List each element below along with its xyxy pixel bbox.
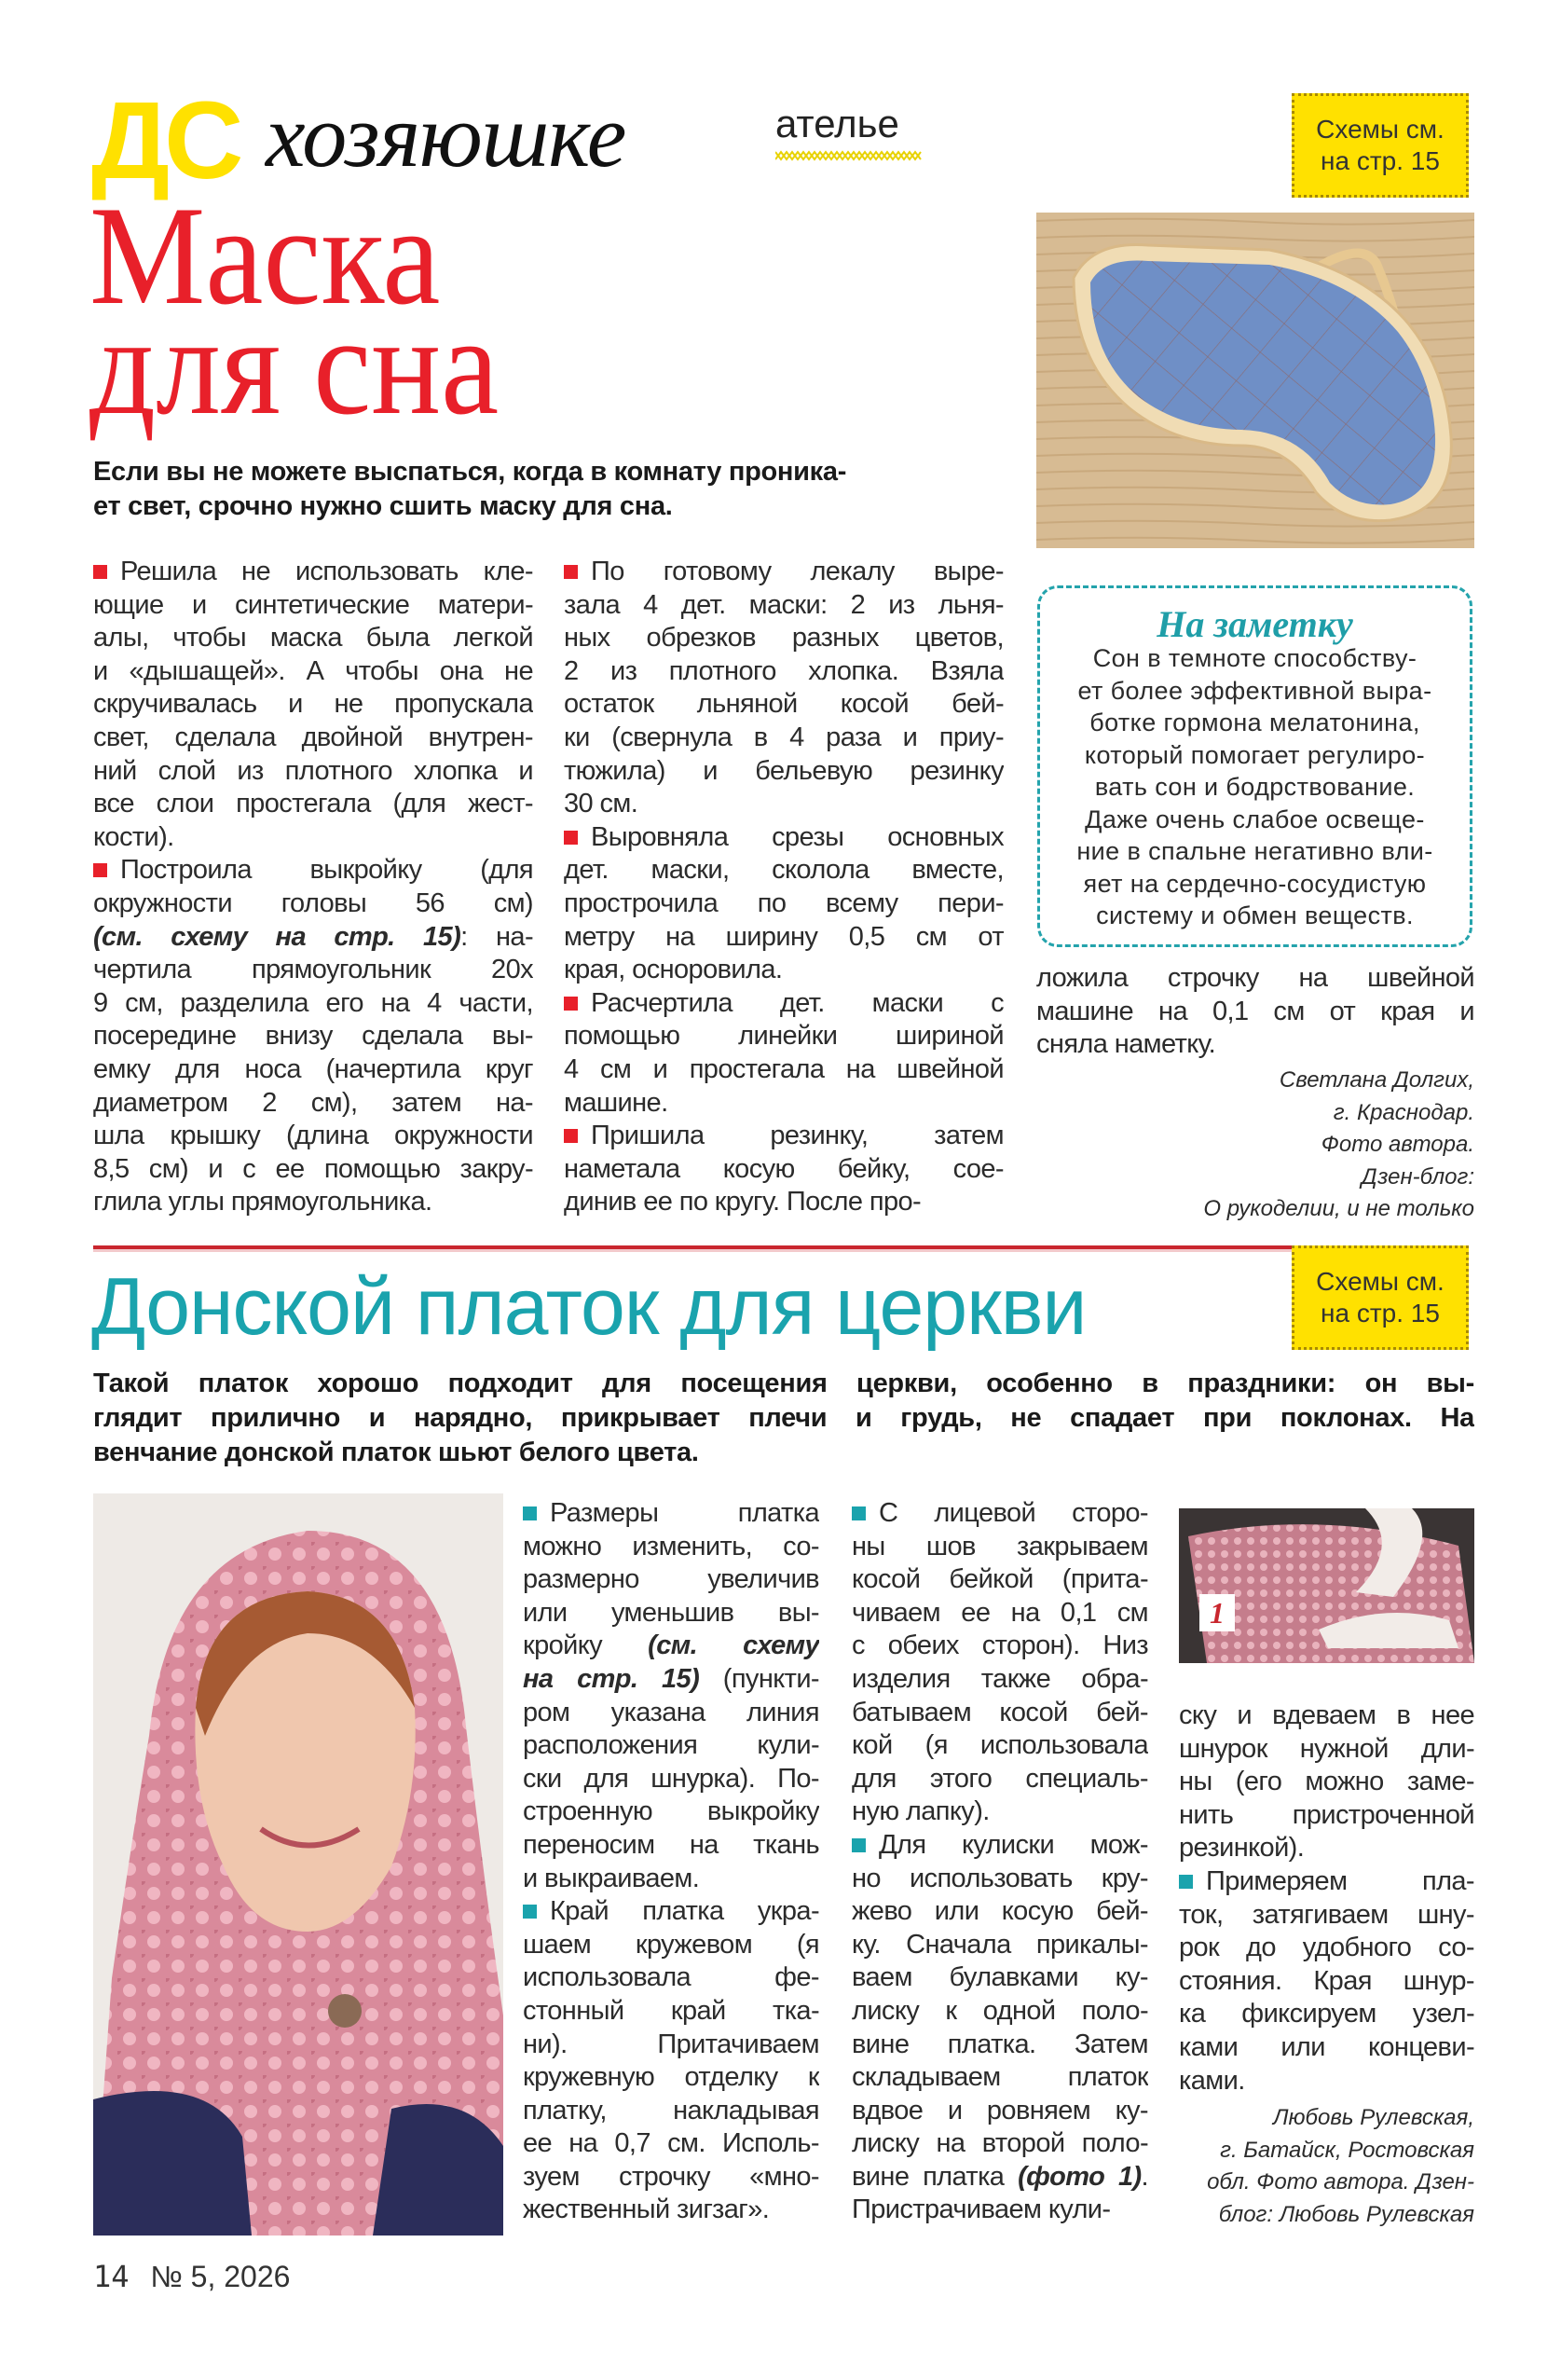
text: жественный зигзаг». bbox=[523, 2194, 770, 2225]
text-line bbox=[523, 1929, 819, 1962]
section-label: ателье bbox=[775, 102, 899, 145]
lead-line: ет свет, срочно нужно сшить маску для сна. bbox=[93, 491, 673, 521]
text-line bbox=[93, 1020, 533, 1053]
text: Выровняла срезы основных bbox=[591, 821, 1004, 852]
text-line bbox=[93, 854, 533, 887]
text-line bbox=[93, 688, 533, 722]
sewing-photo-1 bbox=[1179, 1508, 1474, 1663]
text: машине. bbox=[564, 1087, 668, 1118]
text: сняла наметку. bbox=[1036, 1029, 1216, 1060]
text-line bbox=[523, 1863, 819, 1896]
text-line bbox=[1179, 1832, 1474, 1865]
text-line bbox=[1179, 1699, 1474, 1733]
text: Размеры платка bbox=[550, 1498, 819, 1528]
text: ни). Притачиваем bbox=[523, 2029, 819, 2059]
photo-number-label: 1 bbox=[1199, 1594, 1235, 1631]
text-line bbox=[852, 2161, 1148, 2194]
text-line bbox=[564, 1186, 1004, 1219]
text-line bbox=[1179, 1932, 1474, 1965]
text-line bbox=[93, 1087, 533, 1121]
schema-reference: (см. схему bbox=[648, 1630, 819, 1661]
paragraph bbox=[852, 1829, 1148, 2227]
text: переносим на ткань bbox=[523, 1829, 819, 1860]
bullet-square-icon bbox=[93, 565, 107, 579]
text-line bbox=[564, 622, 1004, 655]
text: Пристрачиваем кули- bbox=[852, 2194, 1111, 2225]
text-line bbox=[852, 2194, 1148, 2227]
text-line bbox=[564, 655, 1004, 689]
article1-lead bbox=[93, 455, 1006, 524]
text-line bbox=[523, 1663, 819, 1697]
text-line bbox=[564, 755, 1004, 789]
paragraph bbox=[523, 1895, 819, 2227]
text: 30 см. bbox=[564, 789, 638, 819]
text-line bbox=[852, 2061, 1148, 2095]
text-line bbox=[564, 1020, 1004, 1053]
text: жево или косую бей- bbox=[852, 1896, 1148, 1927]
text-line bbox=[852, 2127, 1148, 2161]
text-line bbox=[93, 921, 533, 955]
text-segment: (пункти- bbox=[699, 1663, 819, 1694]
text: стояния. Края шнур- bbox=[1179, 1965, 1474, 1996]
text: Для кулиски мож- bbox=[879, 1829, 1148, 1860]
page-number: 14 bbox=[93, 2259, 130, 2294]
bullet-square-icon bbox=[852, 1838, 866, 1852]
text: Край платка укра- bbox=[550, 1896, 819, 1927]
article2-signature bbox=[1146, 2102, 1474, 2231]
section-divider bbox=[93, 1245, 1305, 1249]
text-line bbox=[523, 1697, 819, 1730]
magazine-logo-ds: ДС bbox=[91, 79, 239, 202]
signature-line: О рукоделии, и не только bbox=[1203, 1196, 1474, 1221]
text-line bbox=[93, 1153, 533, 1187]
schema-reference: на стр. 15) bbox=[523, 1663, 700, 1694]
text-line bbox=[852, 1597, 1148, 1630]
bullet-square-icon bbox=[523, 1506, 537, 1520]
text-line bbox=[523, 1829, 819, 1863]
text: шла крышку (длина окружности bbox=[93, 1121, 533, 1151]
text: ки (свернула в 4 раза и приу- bbox=[564, 722, 1004, 752]
text-line bbox=[523, 1763, 819, 1796]
text-line bbox=[93, 556, 533, 589]
text-line bbox=[564, 954, 1004, 987]
text-line bbox=[1179, 1899, 1474, 1933]
note-line: который помогает регулиро- bbox=[1084, 740, 1426, 769]
text-line bbox=[564, 688, 1004, 722]
text: 4 см и простегала на швейной bbox=[564, 1053, 1004, 1084]
bullet-square-icon bbox=[564, 565, 578, 579]
text: тюжила) и бельевую резинку bbox=[564, 755, 1004, 786]
text: ющие и синтетические матери- bbox=[93, 589, 533, 620]
text-line bbox=[523, 1729, 819, 1763]
text-line bbox=[564, 788, 1004, 821]
text-line bbox=[523, 1563, 819, 1597]
paragraph bbox=[564, 1120, 1004, 1219]
text: вдвое и ровняем ку- bbox=[852, 2095, 1148, 2125]
text-line bbox=[564, 987, 1004, 1021]
paragraph bbox=[564, 987, 1004, 1120]
text-line bbox=[564, 821, 1004, 855]
text-line bbox=[564, 1153, 1004, 1187]
text: ками. bbox=[1179, 2065, 1245, 2096]
text-segment: : на- bbox=[460, 921, 533, 952]
text: резинкой). bbox=[1179, 1833, 1305, 1864]
text: 9 см, разделила его на 4 части, bbox=[93, 987, 533, 1018]
text-line bbox=[93, 1053, 533, 1087]
text: можно изменить, со- bbox=[523, 1531, 819, 1561]
text: прострочила по всему пери- bbox=[564, 887, 1004, 918]
text: складываем платок bbox=[852, 2062, 1148, 2093]
title-line2: для сна bbox=[89, 287, 500, 444]
text: чертила прямоугольник 20х bbox=[93, 955, 533, 985]
text-line bbox=[93, 722, 533, 755]
bullet-square-icon bbox=[564, 831, 578, 845]
text-line bbox=[1179, 1733, 1474, 1767]
text-line bbox=[1179, 2065, 1474, 2098]
signature-line: блог: Любовь Рулевская bbox=[1218, 2201, 1474, 2227]
text: расположения кули- bbox=[523, 1730, 819, 1761]
schemes-badge-2 bbox=[1292, 1245, 1469, 1350]
text: ром указана линия bbox=[523, 1697, 819, 1727]
note-line: яет на сердечно-сосудистую bbox=[1083, 869, 1427, 898]
text: наметала косую бейку, сое- bbox=[564, 1153, 1004, 1184]
text: машине на 0,1 см от края и bbox=[1036, 996, 1474, 1026]
article1-column-1 bbox=[93, 556, 533, 1219]
paragraph bbox=[93, 854, 533, 1219]
text-line bbox=[523, 2029, 819, 2062]
woman-in-headscarf-photo bbox=[93, 1493, 503, 2236]
text: ваем булавками ку- bbox=[852, 1962, 1148, 1993]
text: использовала фе- bbox=[523, 1962, 819, 1993]
text: шнурок нужной дли- bbox=[1179, 1733, 1474, 1764]
text: скручивалась и не пропускала bbox=[93, 689, 533, 720]
bullet-square-icon bbox=[93, 863, 107, 877]
paragraph bbox=[564, 556, 1004, 821]
zigzag-ornament bbox=[775, 149, 923, 162]
article1-column-2 bbox=[564, 556, 1004, 1219]
note-line: Даже очень слабое освеще- bbox=[1085, 805, 1425, 833]
text-line bbox=[93, 622, 533, 655]
sleep-mask-photo bbox=[1036, 213, 1474, 548]
text-line bbox=[564, 854, 1004, 887]
lead-line: венчание донской платок шьют белого цвета. bbox=[93, 1438, 699, 1467]
title-line1: Маска bbox=[89, 177, 441, 334]
text: Построила выкройку (для bbox=[120, 855, 533, 886]
text: ных обрезков разных цветов, bbox=[564, 623, 1004, 653]
schema-reference: (фото 1) bbox=[1018, 2161, 1142, 2192]
note-text bbox=[1040, 642, 1470, 932]
text: 8,5 см) и с ее помощью закру- bbox=[93, 1153, 533, 1184]
text: ски для шнурка). По- bbox=[523, 1763, 819, 1794]
text-line bbox=[523, 1961, 819, 1995]
note-title: На заметку bbox=[1157, 603, 1353, 645]
text: 2 из плотного хлопка. Взяла bbox=[564, 655, 1004, 686]
text-line bbox=[852, 2095, 1148, 2128]
lead-line: Если вы не можете выспаться, когда в комнату проника- bbox=[93, 457, 847, 487]
text-line bbox=[1036, 1028, 1474, 1062]
article2-title: Донской платок для церкви bbox=[91, 1262, 1087, 1352]
note-line: вать сон и бодрствование. bbox=[1094, 773, 1416, 801]
text-line bbox=[852, 1995, 1148, 2029]
text: Решила не использовать кле- bbox=[120, 557, 533, 586]
article2-column-1 bbox=[523, 1497, 819, 2227]
lead-line: глядит прилично и нарядно, прикрывает плечи и грудь, не спадает при поклонах. На bbox=[93, 1403, 1474, 1433]
text-line bbox=[93, 1120, 533, 1153]
text: или уменьшив вы- bbox=[523, 1597, 819, 1628]
text: все слои простегала (для жест- bbox=[93, 789, 533, 819]
text-line bbox=[564, 589, 1004, 623]
text: ку. Сначала прикалы- bbox=[852, 1929, 1148, 1960]
text-line bbox=[523, 2161, 819, 2194]
text: кой (я использовала bbox=[852, 1730, 1148, 1761]
article2-column-2 bbox=[852, 1497, 1148, 2227]
text: с обеих сторон). Низ bbox=[852, 1630, 1148, 1661]
text: ложила строчку на швейной bbox=[1036, 963, 1474, 993]
article1-signature bbox=[1036, 1065, 1474, 1226]
text: дет. маски, сколола вместе, bbox=[564, 855, 1004, 886]
text: Примеряем пла- bbox=[1206, 1865, 1474, 1896]
text: Пришила резинку, затем bbox=[591, 1121, 1004, 1151]
text-line bbox=[523, 1497, 819, 1531]
text: но использовать кру- bbox=[852, 1863, 1148, 1893]
text-line bbox=[1036, 962, 1474, 996]
text: ны шов закрываем bbox=[852, 1531, 1148, 1561]
text-line bbox=[93, 755, 533, 789]
text-line bbox=[564, 1053, 1004, 1087]
text: посередине внизу сделала вы- bbox=[93, 1021, 533, 1052]
text: батываем косой бей- bbox=[852, 1697, 1148, 1727]
text-line bbox=[852, 1863, 1148, 1896]
text-line bbox=[523, 1895, 819, 1929]
text: С лицевой сторо- bbox=[879, 1498, 1148, 1528]
paragraph bbox=[1036, 962, 1474, 1062]
text-line bbox=[564, 921, 1004, 955]
text-line bbox=[852, 1663, 1148, 1697]
lead-line: Такой платок хорошо подходит для посещения церкви, особенно в праздники: он вы- bbox=[93, 1369, 1474, 1398]
text-line bbox=[523, 2127, 819, 2161]
text: динив ее по кругу. После про- bbox=[564, 1187, 922, 1218]
bullet-square-icon bbox=[852, 1506, 866, 1520]
text: вине платка. Затем bbox=[852, 2029, 1148, 2059]
text-line bbox=[523, 1531, 819, 1564]
bullet-square-icon bbox=[564, 997, 578, 1011]
text: косой бейкой (прита- bbox=[852, 1564, 1148, 1595]
text: ний слой из плотного хлопка и bbox=[93, 755, 533, 786]
text-line bbox=[852, 1795, 1148, 1829]
text: нить пристроченной bbox=[1179, 1799, 1474, 1830]
text: алы, чтобы маска была легкой bbox=[93, 623, 533, 653]
text-line bbox=[564, 1087, 1004, 1121]
text-line bbox=[852, 1763, 1148, 1796]
badge-line2: на стр. 15 bbox=[1321, 146, 1440, 175]
text-line bbox=[564, 722, 1004, 755]
text-line bbox=[523, 2095, 819, 2128]
lace-fabric-image bbox=[1179, 1508, 1474, 1663]
text-line bbox=[93, 1186, 533, 1219]
text: По готовому лекалу выре- bbox=[591, 557, 1004, 586]
paragraph bbox=[523, 1497, 819, 1895]
text: ка фиксируем узел- bbox=[1179, 1999, 1474, 2029]
text-line bbox=[523, 1630, 819, 1663]
issue-number: № 5, 2026 bbox=[150, 2260, 291, 2293]
text: емку для носа (начертила круг bbox=[93, 1053, 533, 1084]
text: окружности головы 56 см) bbox=[93, 887, 533, 918]
text-line bbox=[93, 954, 533, 987]
text-line bbox=[1179, 1799, 1474, 1833]
note-line: ботке гормона мелатонина, bbox=[1089, 708, 1420, 736]
text: для этого специаль- bbox=[852, 1763, 1148, 1794]
text-line bbox=[852, 1729, 1148, 1763]
text-line bbox=[852, 1630, 1148, 1663]
text-line bbox=[564, 887, 1004, 921]
signature-line: Фото автора. bbox=[1321, 1132, 1474, 1157]
signature-line: г. Краснодар. bbox=[1333, 1099, 1474, 1125]
text-line bbox=[93, 887, 533, 921]
text-line bbox=[852, 1531, 1148, 1564]
text-line bbox=[564, 556, 1004, 589]
text-line bbox=[93, 589, 533, 623]
signature-line: Светлана Долгих, bbox=[1279, 1067, 1474, 1093]
text: глила углы прямоугольника. bbox=[93, 1187, 432, 1218]
text: шаем кружевом (я bbox=[523, 1929, 819, 1960]
text-line bbox=[564, 1120, 1004, 1153]
text: лиску к одной поло- bbox=[852, 1995, 1148, 2026]
text-line bbox=[523, 1795, 819, 1829]
text-line bbox=[523, 2061, 819, 2095]
text: остаток льняной косой бей- bbox=[564, 689, 1004, 720]
signature-line: Дзен-блог: bbox=[1361, 1163, 1474, 1190]
text: и выкраиваем. bbox=[523, 1863, 700, 1893]
article1-title bbox=[89, 177, 500, 444]
paragraph bbox=[852, 1497, 1148, 1829]
text-line bbox=[852, 1895, 1148, 1929]
text-segment: кройку bbox=[523, 1630, 649, 1661]
text: изделия также обра- bbox=[852, 1663, 1148, 1694]
badge-line1: Схемы см. bbox=[1316, 1267, 1445, 1296]
text-line bbox=[523, 1597, 819, 1630]
text-segment: вине платка bbox=[852, 2161, 1019, 2192]
text-line bbox=[1179, 1865, 1474, 1899]
text: ток, затягиваем шну- bbox=[1179, 1899, 1474, 1930]
badge-line2: на стр. 15 bbox=[1321, 1299, 1440, 1328]
page-footer bbox=[93, 2259, 290, 2294]
schemes-badge bbox=[1292, 93, 1469, 198]
note-line: систему и обмен веществ. bbox=[1096, 901, 1414, 929]
text: лиску на второй поло- bbox=[852, 2128, 1148, 2159]
text: Расчертила дет. маски с bbox=[591, 987, 1004, 1018]
text: зуем строчку «мно- bbox=[523, 2161, 819, 2192]
text-line bbox=[852, 2029, 1148, 2062]
text: и «дышащей». А чтобы она не bbox=[93, 655, 533, 686]
signature-line: Любовь Рулевская, bbox=[1273, 2105, 1474, 2130]
note-box bbox=[1037, 585, 1472, 947]
text-line bbox=[1179, 1965, 1474, 1999]
text: строенную выкройку bbox=[523, 1796, 819, 1827]
rubric-title: хозяюшке bbox=[266, 86, 626, 186]
text-line bbox=[1179, 1766, 1474, 1799]
text-line bbox=[523, 2194, 819, 2227]
text: ками или концеви- bbox=[1179, 2031, 1474, 2062]
text: края, осноровила. bbox=[564, 955, 783, 985]
text-line bbox=[852, 1497, 1148, 1531]
paragraph bbox=[93, 556, 533, 854]
text: стонный край тка- bbox=[523, 1995, 819, 2026]
text-line bbox=[852, 1829, 1148, 1863]
article2-lead bbox=[93, 1367, 1474, 1470]
note-line: Сон в темноте способству- bbox=[1092, 644, 1417, 672]
signature-line: г. Батайск, Ростовская bbox=[1220, 2137, 1474, 2163]
text-line bbox=[1179, 1998, 1474, 2031]
text: чиваем ее на 0,1 см bbox=[852, 1597, 1148, 1628]
text: ску и вдеваем в нее bbox=[1179, 1700, 1474, 1730]
text-line bbox=[852, 1697, 1148, 1730]
text: свет, сделала двойной внутрен- bbox=[93, 722, 533, 752]
article2-column-3 bbox=[1179, 1699, 1474, 2098]
text: рок до удобного со- bbox=[1179, 1933, 1474, 1963]
text-segment: . bbox=[1141, 2161, 1148, 2192]
text-line bbox=[93, 987, 533, 1021]
article1-column-3 bbox=[1036, 962, 1474, 1062]
text-line bbox=[523, 1995, 819, 2029]
text: метру на ширину 0,5 см от bbox=[564, 921, 1004, 952]
paragraph bbox=[1179, 1865, 1474, 2098]
text: зала 4 дет. маски: 2 из льня- bbox=[564, 589, 1004, 620]
note-line: ние в спальне негативно вли- bbox=[1076, 837, 1433, 865]
text-line bbox=[852, 1961, 1148, 1995]
text-line bbox=[93, 655, 533, 689]
text: помощью линейки шириной bbox=[564, 1021, 1004, 1052]
text: кружевную отделку к bbox=[523, 2062, 819, 2093]
text: платку, накладывая bbox=[523, 2095, 819, 2125]
text-line bbox=[93, 788, 533, 821]
text: диаметром 2 см), затем на- bbox=[93, 1087, 533, 1118]
text-line bbox=[93, 821, 533, 855]
text-line bbox=[1036, 996, 1474, 1029]
text: ную лапку). bbox=[852, 1796, 990, 1827]
signature-line: обл. Фото автора. Дзен- bbox=[1207, 2169, 1474, 2194]
text: ее на 0,7 см. Исполь- bbox=[523, 2128, 819, 2159]
text: кости). bbox=[93, 821, 174, 852]
bullet-square-icon bbox=[523, 1905, 537, 1919]
paragraph bbox=[1179, 1699, 1474, 1865]
note-line: ет более эффективной выра- bbox=[1077, 676, 1432, 705]
paragraph bbox=[564, 821, 1004, 987]
bullet-square-icon bbox=[1179, 1875, 1193, 1889]
text-line bbox=[852, 1563, 1148, 1597]
text: ны (его можно заме- bbox=[1179, 1767, 1474, 1797]
badge-line1: Схемы см. bbox=[1316, 115, 1445, 144]
text-line bbox=[852, 1929, 1148, 1962]
text: размерно увеличив bbox=[523, 1564, 819, 1595]
text-line bbox=[1179, 2031, 1474, 2065]
bullet-square-icon bbox=[564, 1129, 578, 1143]
schema-reference: (см. схему на стр. 15) bbox=[93, 921, 461, 952]
